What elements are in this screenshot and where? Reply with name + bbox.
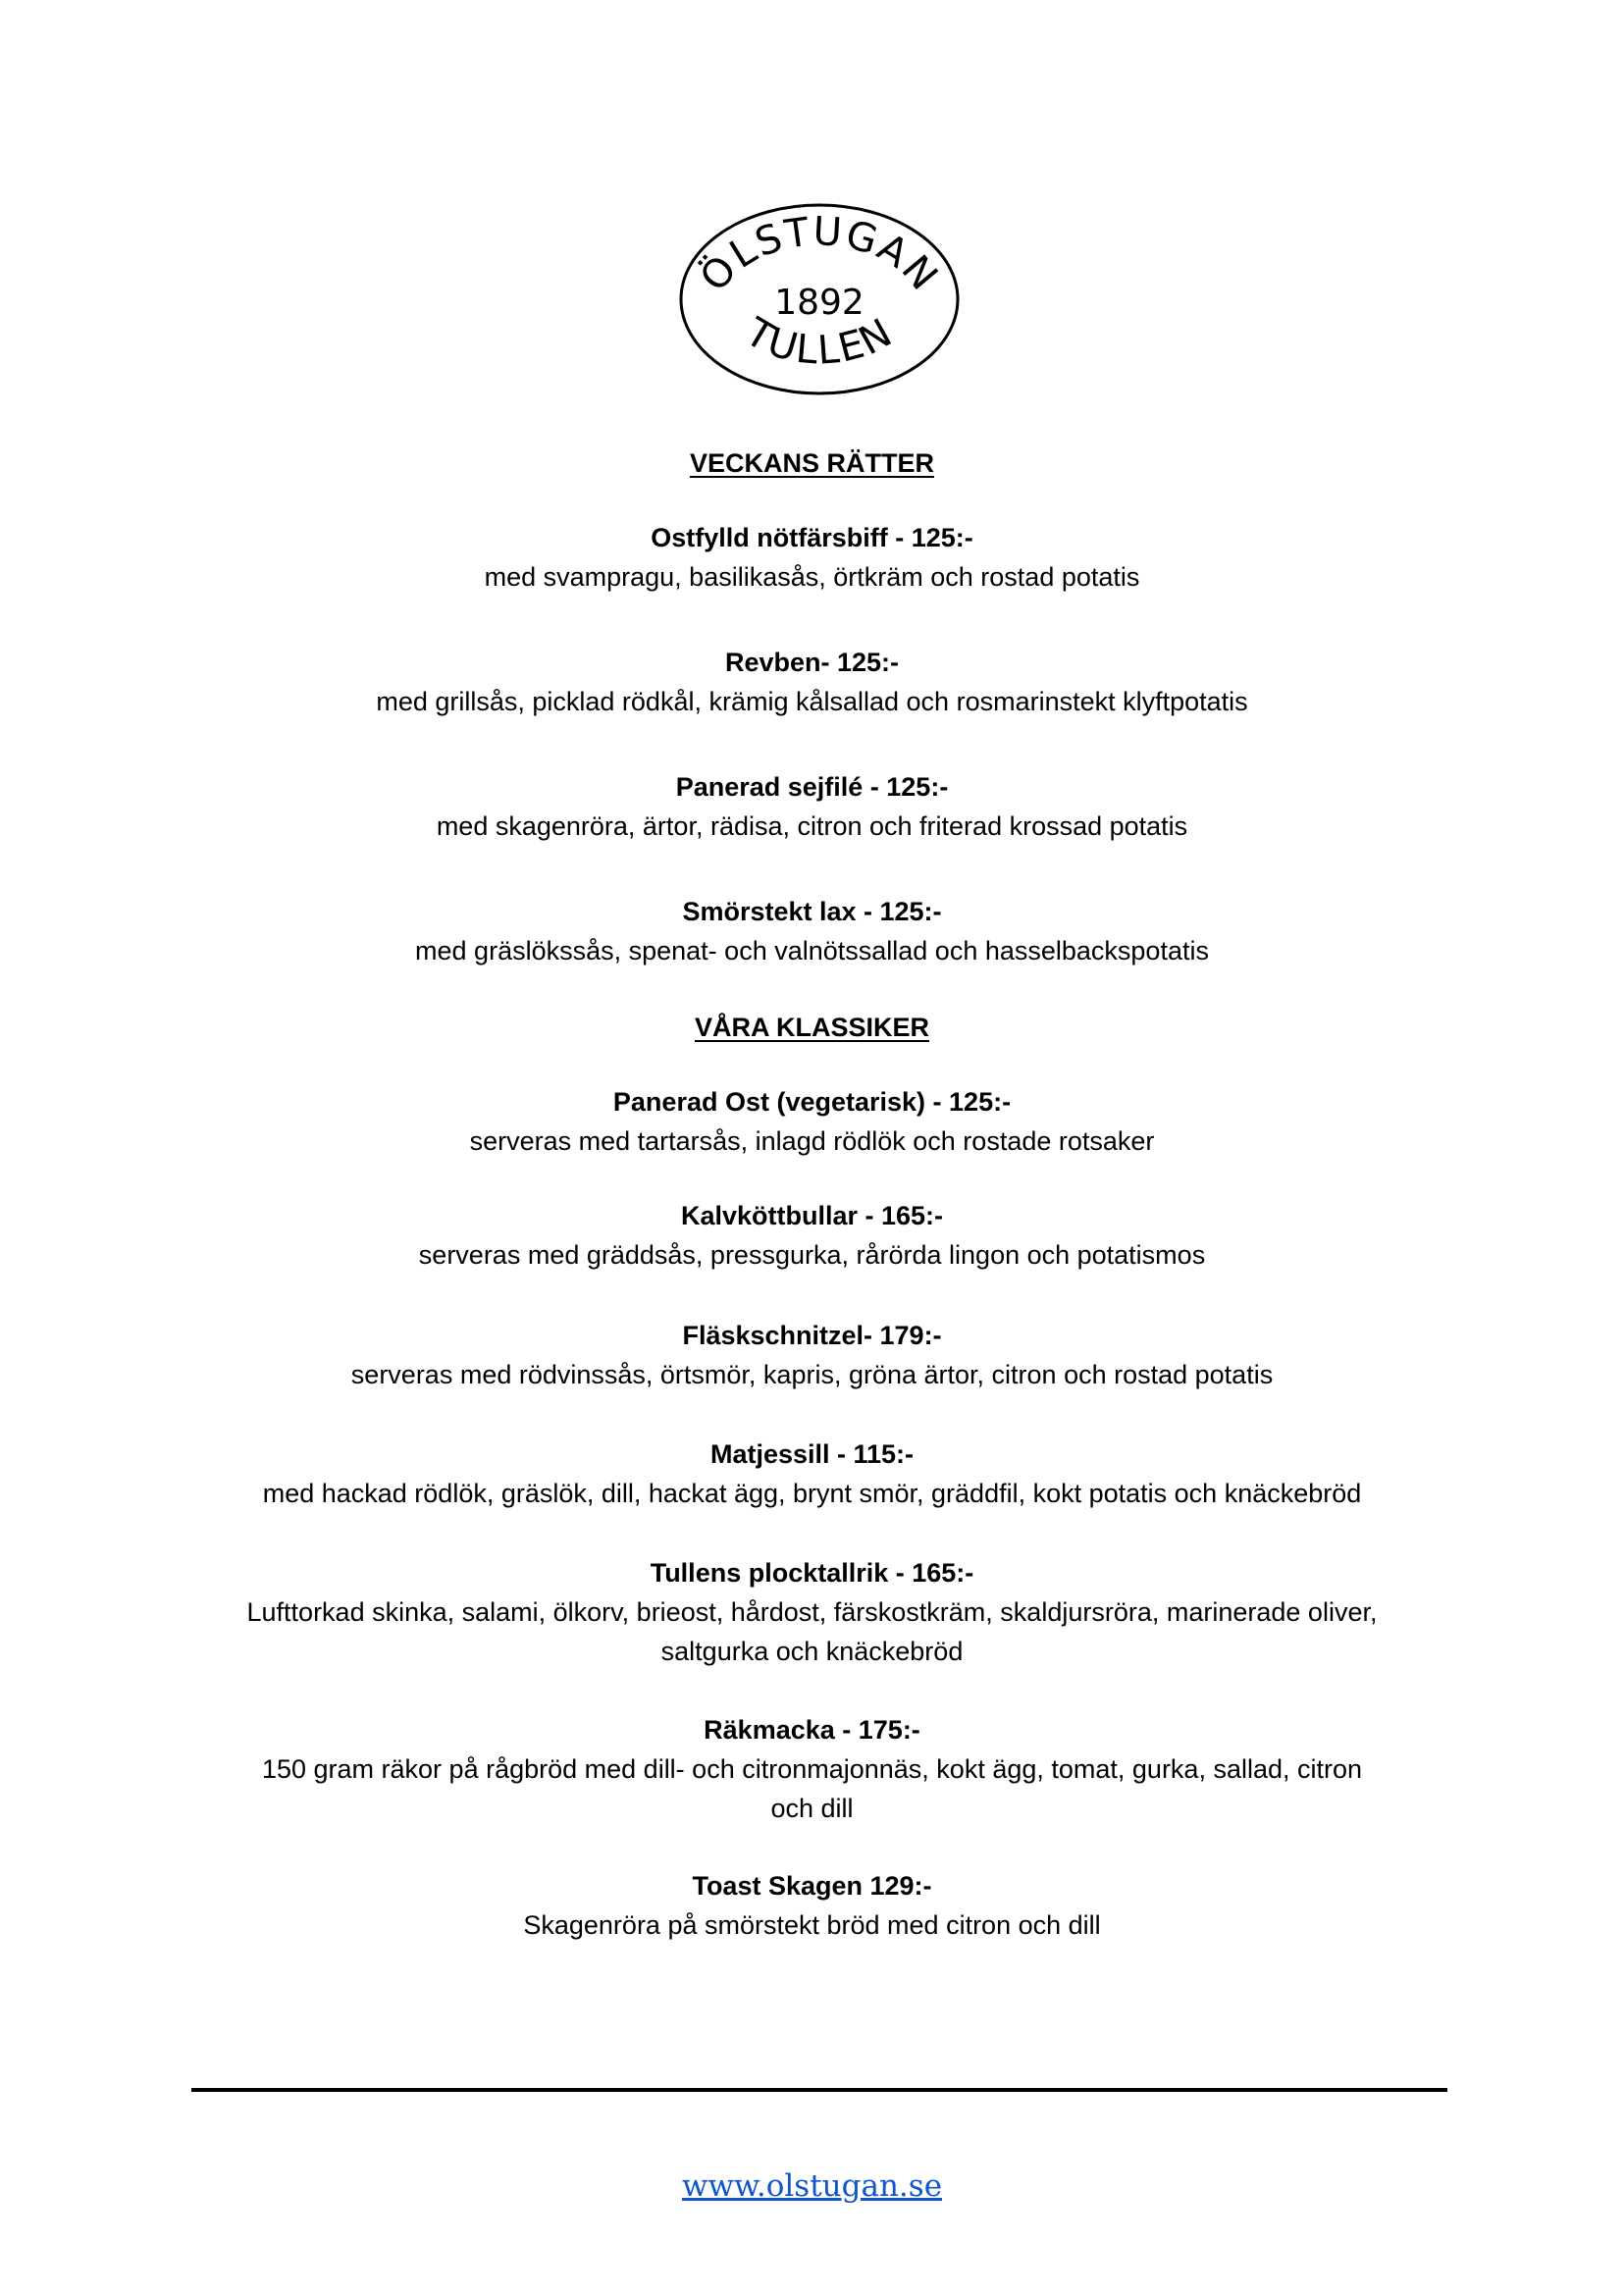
menu-item-title: Panerad sejfilé - 125:- [675,772,949,802]
menu-item-description: Lufttorkad skinka, salami, ölkorv, brieost, hårdost, färskostkräm, skaldjursröra, marinerade oliver, saltgurka och knäckebröd [246,1597,1378,1666]
menu-item-title: Panerad Ost (vegetarisk) - 125:- [612,1087,1012,1117]
menu-item-title: Revben- 125:- [724,648,900,677]
menu-item-title: Ostfylld nötfärsbiff - 125:- [651,523,973,552]
website-link[interactable]: www.olstugan.se [681,2168,943,2204]
restaurant-logo [677,201,962,397]
classics-heading-wrap [0,1008,1624,1047]
menu-item-description: med svampragu, basilikasås, örtkräm och rostad potatis [484,562,1140,592]
menu-item-description: Skagenröra på smörstekt bröd med citron och dill [523,1910,1101,1940]
logo-bottom-text: TULLEN [737,309,902,374]
menu-item-title: Matjessill - 115:- [709,1439,915,1469]
menu-item-title: Räkmacka - 175:- [704,1715,920,1745]
menu-item-description: serveras med gräddsås, pressgurka, rårörda lingon och potatismos [418,1240,1206,1270]
menu-item-description: 150 gram räkor på rågbröd med dill- och citronmajonnäs, kokt ägg, tomat, gurka, sallad, citron och dill [261,1754,1363,1823]
classics-heading: VÅRA KLASSIKER [694,1013,930,1042]
menu-item-description: med gräslökssås, spenat- och valnötssallad och hasselbackspotatis [415,936,1209,965]
menu-item [0,892,1624,970]
menu-item [0,1553,1624,1671]
menu-item-description: med hackad rödlök, gräslök, dill, hackat ägg, brynt smör, gräddfil, kokt potatis och knäckebröd [262,1479,1362,1508]
weekly-dishes-heading-wrap [0,443,1624,483]
menu-item-title: Kalvköttbullar - 165:- [680,1201,944,1230]
logo-top-text: ÖLSTUGAN [691,208,948,300]
menu-item [0,767,1624,846]
menu-item [0,1082,1624,1161]
weekly-dishes-heading: VECKANS RÄTTER [689,448,934,478]
menu-item [0,1196,1624,1275]
menu-item-description: serveras med tartarsås, inlagd rödlök och rostade rotsaker [469,1126,1155,1156]
menu-item [0,643,1624,721]
logo-emblem [677,201,962,397]
menu-item [0,1710,1624,1828]
menu-item-title: Tullens plocktallrik - 165:- [650,1558,974,1588]
menu-item [0,518,1624,597]
menu-item [0,1316,1624,1394]
footer [0,2166,1624,2206]
menu-item-title: Fläskschnitzel- 179:- [682,1321,942,1350]
footer-divider [191,2088,1447,2092]
menu-item-description: med skagenröra, ärtor, rädisa, citron och friterad krossad potatis [436,811,1188,841]
menu-item-title: Smörstekt lax - 125:- [682,897,942,926]
logo-year: 1892 [774,283,864,323]
menu-item-description: serveras med rödvinssås, örtsmör, kapris, gröna ärtor, citron och rostad potatis [350,1360,1274,1389]
menu-item [0,1434,1624,1513]
menu-item [0,1866,1624,1945]
menu-item-title: Toast Skagen 129:- [692,1871,932,1901]
menu-item-description: med grillsås, picklad rödkål, krämig kålsallad och rosmarinstekt klyftpotatis [376,687,1248,716]
